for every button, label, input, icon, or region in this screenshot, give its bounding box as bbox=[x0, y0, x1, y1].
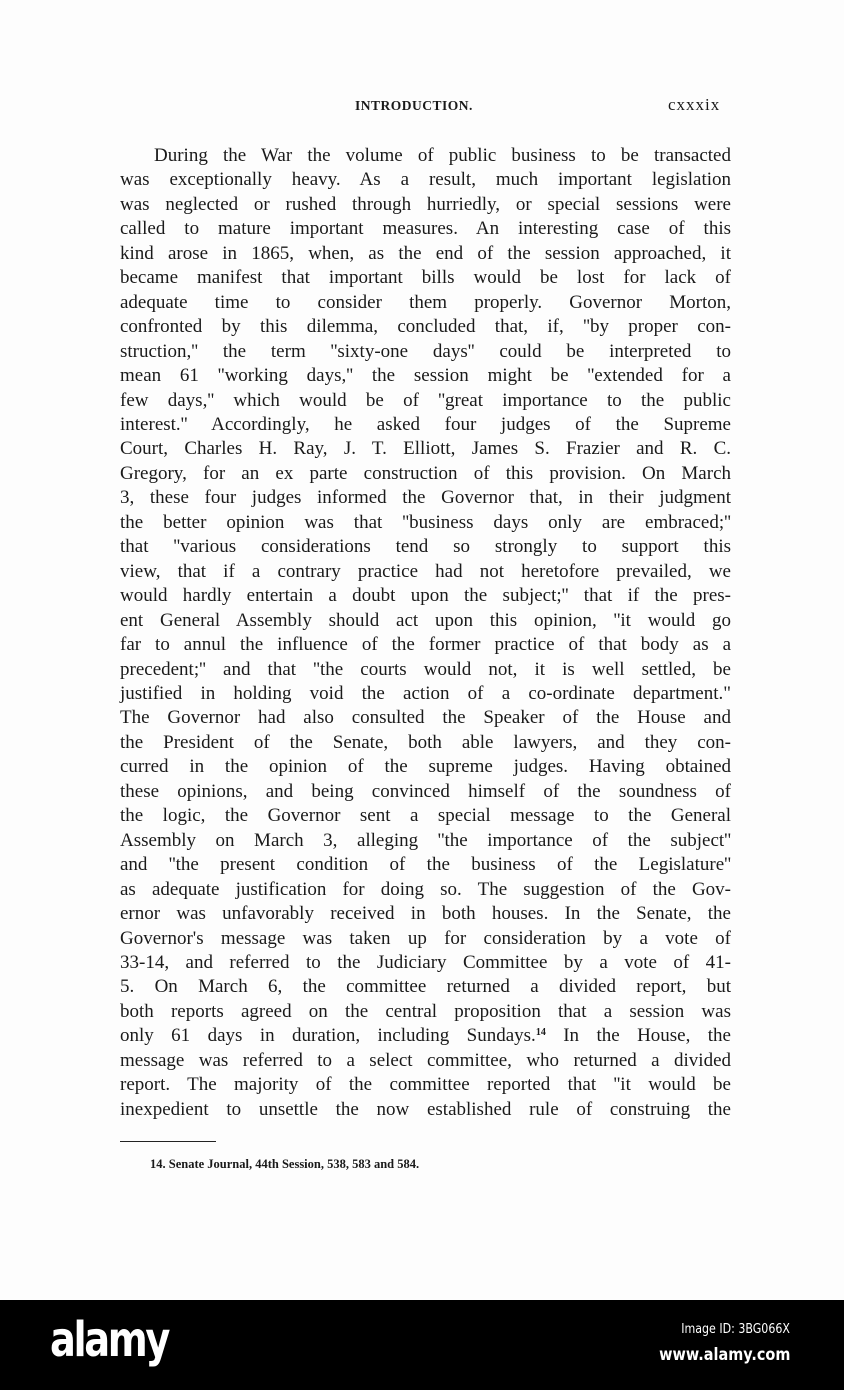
footnote-divider bbox=[120, 1141, 216, 1142]
text-line: would hardly entertain a doubt upon the subject;'' that if the pres- bbox=[120, 585, 731, 607]
text-line: ernor was unfavorably received in both houses. In the Senate, the bbox=[120, 903, 731, 925]
text-line: precedent;'' and that ''the courts would not, it is well settled, be bbox=[120, 658, 731, 680]
watermark-url: www.alamy.com bbox=[658, 1345, 790, 1365]
text-line: called to mature important measures. An interesting case of this bbox=[120, 218, 731, 240]
text-line: kind arose in 1865, when, as the end of the session approached, it bbox=[120, 242, 731, 264]
text-line: 3, these four judges informed the Governor that, in their judgment bbox=[120, 487, 731, 509]
text-line: these opinions, and being convinced himself of the soundness of bbox=[120, 780, 731, 802]
text-line: became manifest that important bills would be lost for lack of bbox=[120, 267, 731, 289]
text-line: was neglected or rushed through hurriedly, or special sessions were bbox=[120, 193, 731, 215]
text-line: struction,'' the term ''sixty-one days'' could be interpreted to bbox=[120, 340, 731, 362]
image-id: Image ID: 3BG066X bbox=[681, 1322, 790, 1337]
text-segment: In the House, the bbox=[545, 1025, 731, 1047]
text-line: confronted by this dilemma, concluded that, if, ''by proper con- bbox=[120, 316, 731, 338]
text-line: far to annul the influence of the former practice of that body as a bbox=[120, 634, 731, 656]
text-line: view, that if a contrary practice had not heretofore prevailed, we bbox=[120, 560, 731, 582]
footnote: 14. Senate Journal, 44th Session, 538, 583 and 584. bbox=[150, 1157, 420, 1171]
text-line: inexpedient to unsettle the now established rule of construing the bbox=[120, 1098, 731, 1120]
text-line: The Governor had also consulted the Speaker of the House and bbox=[120, 707, 731, 729]
text-line: the President of the Senate, both able lawyers, and they con- bbox=[120, 731, 731, 753]
text-line: Court, Charles H. Ray, J. T. Elliott, James S. Frazier and R. C. bbox=[120, 438, 731, 460]
alamy-logo: alamy bbox=[50, 1312, 169, 1368]
text-line: mean 61 ''working days,'' the session might be ''extended for a bbox=[120, 365, 731, 387]
text-line: Assembly on March 3, alleging ''the importance of the subject'' bbox=[120, 829, 731, 851]
text-line: Governor's message was taken up for consideration by a vote of bbox=[120, 927, 731, 949]
text-line: few days,'' which would be of ''great importance to the public bbox=[120, 389, 731, 411]
text-line: was exceptionally heavy. As a result, much important legislation bbox=[120, 169, 731, 191]
text-line: the logic, the Governor sent a special message to the General bbox=[120, 805, 731, 827]
text-line: 5. On March 6, the committee returned a divided report, but bbox=[120, 976, 731, 998]
text-line: and ''the present condition of the business of the Legislature'' bbox=[120, 854, 731, 876]
text-line: During the War the volume of public business to be transacted bbox=[154, 145, 731, 166]
text-line: justified in holding void the action of a co-ordinate department." bbox=[120, 682, 731, 704]
text-line: as adequate justification for doing so. The suggestion of the Gov- bbox=[120, 878, 731, 900]
text-line: that ''various considerations tend so strongly to support this bbox=[120, 536, 731, 558]
footnote-reference: 14 bbox=[535, 1027, 546, 1039]
text-line: ent General Assembly should act upon this opinion, ''it would go bbox=[120, 609, 731, 631]
text-line bbox=[120, 1024, 731, 1048]
text-line: interest.'' Accordingly, he asked four judges of the Supreme bbox=[120, 413, 731, 435]
text-line: adequate time to consider them properly. Governor Morton, bbox=[120, 291, 731, 313]
text-line: 33-14, and referred to the Judiciary Committee by a vote of 41- bbox=[120, 951, 731, 973]
body-text bbox=[120, 144, 731, 1122]
text-segment: only 61 days in duration, including Sundays. bbox=[120, 1025, 536, 1047]
text-line: message was referred to a select committee, who returned a divided bbox=[120, 1049, 731, 1071]
watermark-bar bbox=[0, 1300, 844, 1390]
text-line: the better opinion was that ''business days only are embraced;'' bbox=[120, 511, 731, 533]
text-line: report. The majority of the committee reported that ''it would be bbox=[120, 1074, 731, 1096]
text-line: both reports agreed on the central proposition that a session was bbox=[120, 1000, 731, 1022]
running-header: INTRODUCTION. bbox=[355, 98, 473, 113]
text-line: curred in the opinion of the supreme judges. Having obtained bbox=[120, 756, 731, 778]
text-line: Gregory, for an ex parte construction of this provision. On March bbox=[120, 462, 731, 484]
page-number: cxxxix bbox=[668, 95, 721, 114]
